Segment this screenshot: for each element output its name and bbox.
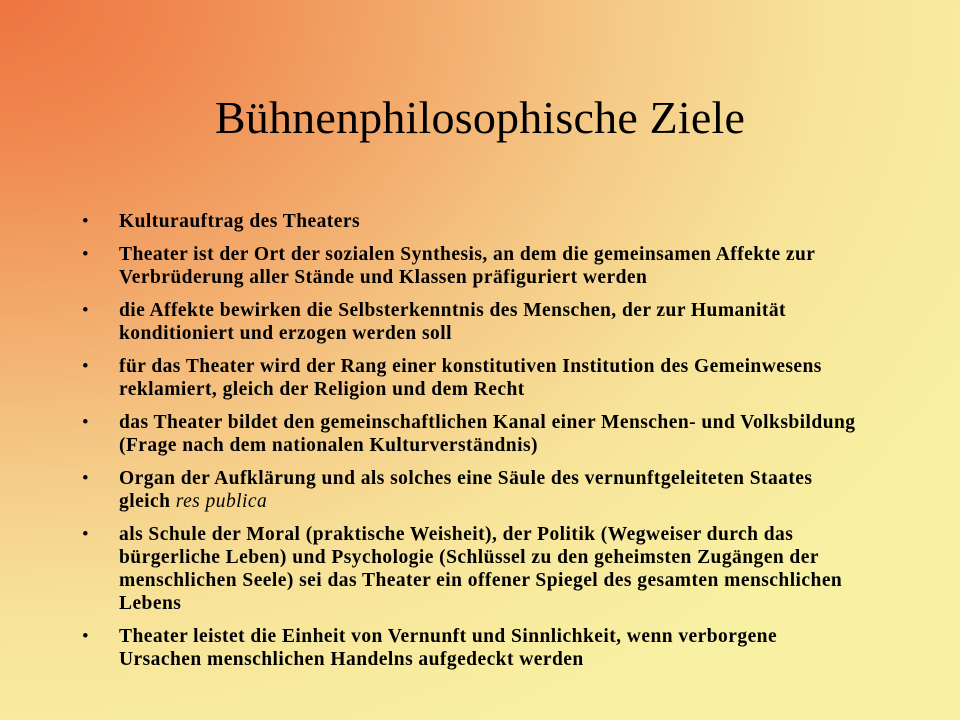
bullet-text: Theater ist der Ort der sozialen Synthesis, an dem die gemeinsamen Affekte zur Verbrüderung aller Stände und Klassen präfiguriert werden (119, 244, 816, 288)
bullet-text: Kulturauftrag des Theaters (119, 211, 360, 232)
bullet-item (82, 355, 862, 401)
bullet-text: das Theater bildet den gemeinschaftlichen Kanal einer Menschen- und Volksbildung (Frage nach dem nationalen Kulturverständnis) (119, 412, 856, 456)
bullet-item (82, 411, 862, 457)
bullet-text: die Affekte bewirken die Selbsterkenntnis des Menschen, der zur Humanität konditioniert und erzogen werden soll (119, 300, 786, 344)
bullet-item (82, 467, 862, 513)
bullet-icon: • (82, 300, 90, 321)
bullet-item (82, 625, 862, 671)
bullet-text: Organ der Aufklärung und als solches eine Säule des vernunftgeleiteten Staates gleich (119, 468, 813, 512)
bullet-text-italic: res publica (175, 491, 268, 512)
bullet-item (82, 210, 862, 233)
bullet-icon: • (82, 412, 90, 433)
bullet-text: für das Theater wird der Rang einer konstitutiven Institution des Gemeinwesens reklamiert, gleich der Religion und dem Recht (119, 356, 822, 400)
slide-title: Bühnenphilosophische Ziele (214, 92, 746, 143)
bullet-icon: • (82, 244, 90, 265)
bullet-item (82, 243, 862, 289)
bullet-text: Theater leistet die Einheit von Vernunft und Sinnlichkeit, wenn verborgene Ursachen menschlichen Handelns aufgedeckt werden (119, 626, 778, 670)
bullet-item (82, 523, 862, 615)
bullet-list (82, 210, 862, 681)
bullet-text: als Schule der Moral (praktische Weisheit), der Politik (Wegweiser durch das bürgerliche Leben) und Psychologie (Schlüssel zu den geheimsten Zugängen der menschlichen Seele) sei das Theater ein offener Spiegel des gesamten menschlichen Lebens (119, 524, 843, 614)
bullet-icon: • (82, 356, 90, 377)
bullet-item (82, 299, 862, 345)
bullet-icon: • (82, 524, 90, 545)
bullet-icon: • (82, 626, 90, 647)
bullet-icon: • (82, 211, 90, 232)
bullet-icon: • (82, 468, 90, 489)
